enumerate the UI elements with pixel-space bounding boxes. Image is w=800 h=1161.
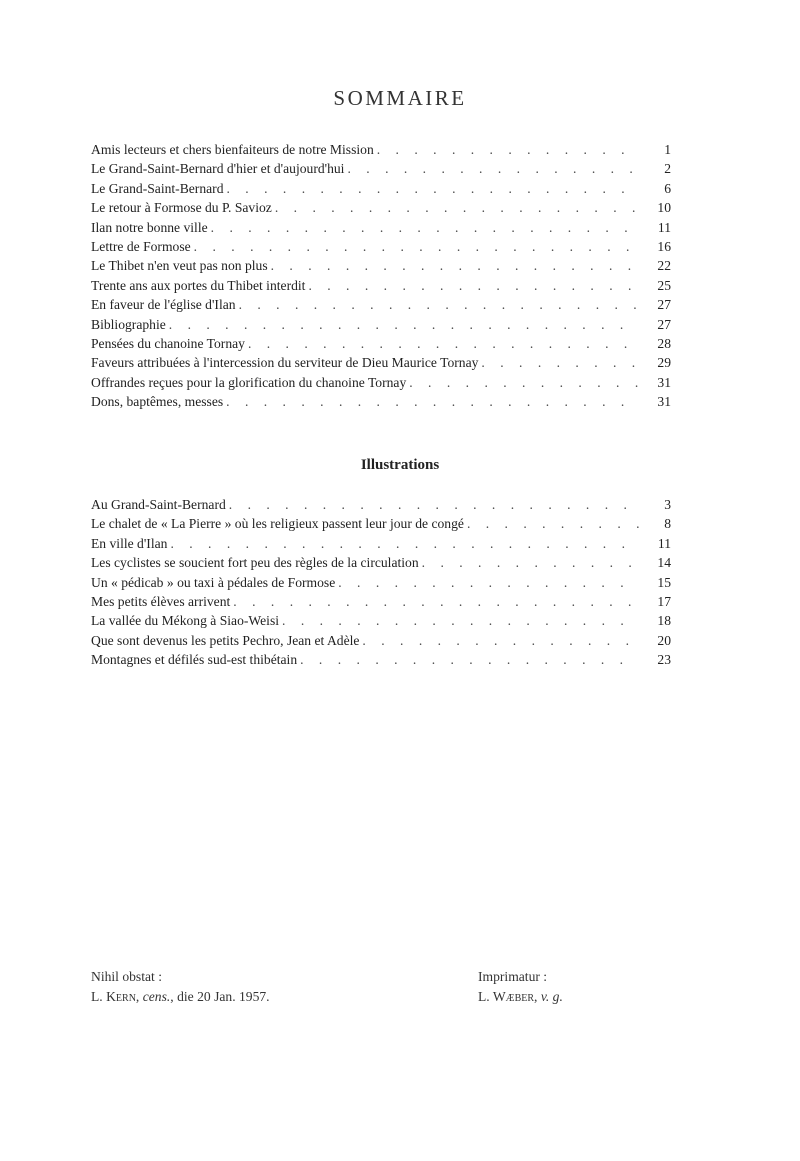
contents-entry-page-number: 6 [664, 180, 671, 196]
contents-entry-label: Trente ans aux portes du Thibet interdit [91, 277, 306, 293]
illustration-entry-page-number: 3 [664, 497, 671, 512]
dot-leader [248, 334, 639, 353]
illustration-entry-page-number: 20 [657, 632, 671, 648]
dot-leader [481, 353, 639, 372]
dot-leader [300, 650, 639, 669]
illustration-entry-label: Mes petits élèves arrivent [91, 593, 231, 609]
dot-leader [362, 631, 639, 650]
contents-entry-page-number: 2 [664, 161, 671, 177]
contents-entry-label: Pensées du chanoine Tornay [91, 335, 245, 351]
contents-list [91, 140, 671, 411]
illustrations-heading: Illustrations [360, 457, 440, 473]
dot-leader [239, 295, 639, 314]
contents-entry-label: Faveurs attribuées à l'intercession du serviteur de Dieu Maurice Tornay [91, 355, 479, 371]
illustration-entry [91, 592, 671, 611]
contents-entry-label: Le Grand-Saint-Bernard d'hier et d'aujourd'hui [91, 161, 345, 177]
contents-entry-label: Lettre de Formose [91, 238, 191, 254]
illustration-entry [91, 631, 671, 650]
contents-entry [91, 237, 671, 256]
contents-entry-page-number: 28 [657, 335, 671, 351]
nihil-obstat-heading: Nihil obstat : [91, 969, 162, 984]
contents-entry-label: En faveur de l'église d'Ilan [91, 297, 236, 313]
illustration-entry-page-number: 17 [657, 593, 671, 609]
contents-entry-page-number: 27 [657, 297, 671, 313]
illustration-entry-page-number: 15 [657, 574, 671, 590]
dot-leader [169, 315, 639, 334]
contents-entry [91, 276, 671, 295]
illustration-entry-label: Montagnes et défilés sud-est thibétain [91, 652, 298, 668]
contents-entry [91, 218, 671, 237]
dot-leader [338, 573, 639, 592]
contents-entry [91, 353, 671, 372]
vicar-name: L. Wæber [478, 989, 535, 1004]
contents-entry-page-number: 29 [657, 355, 671, 371]
imprimatur-heading: Imprimatur : [478, 969, 548, 984]
censor-role: cens. [142, 989, 171, 1004]
vicar-role: v. g. [540, 989, 563, 1004]
censor-name: L. Kern [91, 989, 136, 1004]
dot-leader [409, 373, 639, 392]
contents-entry-page-number: 25 [657, 277, 671, 293]
contents-entry-label: Le Thibet n'en veut pas non plus [91, 258, 268, 274]
illustration-entry [91, 553, 671, 572]
contents-entry [91, 159, 671, 178]
dot-leader [308, 276, 639, 295]
dot-leader [229, 495, 639, 514]
contents-entry [91, 140, 671, 159]
illustration-entry-label: Un « pédicab » ou taxi à pédales de Formose [91, 574, 336, 590]
illustration-entry-page-number: 8 [664, 516, 671, 532]
illustration-entry [91, 611, 671, 630]
dot-leader [422, 553, 639, 572]
contents-entry-label: Dons, baptêmes, messes [91, 394, 224, 410]
illustration-entry-page-number: 18 [657, 613, 671, 629]
contents-entry-page-number: 1 [664, 142, 671, 157]
contents-entry-page-number: 10 [657, 200, 671, 216]
contents-entry-label: Amis lecteurs et chers bienfaiteurs de notre Mission [91, 142, 374, 157]
contents-entry-page-number: 31 [657, 394, 671, 410]
contents-entry-label: Offrandes reçues pour la glorification du chanoine Tornay [91, 374, 407, 390]
contents-entry [91, 295, 671, 314]
contents-entry-page-number: 16 [657, 238, 671, 254]
illustration-entry [91, 514, 671, 533]
dot-leader [211, 218, 639, 237]
dot-leader [275, 198, 639, 217]
contents-entry-page-number: 27 [657, 316, 671, 332]
illustrations-list [91, 495, 671, 670]
illustration-entry-label: Au Grand-Saint-Bernard [91, 497, 226, 512]
illustration-entry-page-number: 14 [657, 555, 671, 571]
illustration-entry [91, 495, 671, 514]
dot-leader [377, 140, 639, 159]
dot-leader [347, 159, 639, 178]
imprimatur-signature: L. Wæber, v. g. [478, 989, 563, 1004]
contents-entry-page-number: 22 [657, 258, 671, 274]
contents-entry-label: Le Grand-Saint-Bernard [91, 180, 224, 196]
contents-entry-page-number: 11 [657, 219, 671, 235]
contents-entry [91, 334, 671, 353]
imprimatur-block [478, 967, 563, 1007]
illustration-entry [91, 534, 671, 553]
contents-entry-label: Ilan notre bonne ville [91, 219, 208, 235]
dot-leader [194, 237, 639, 256]
illustration-entry-label: La vallée du Mékong à Siao-Weisi [91, 613, 280, 629]
dot-leader [227, 179, 640, 198]
dot-leader [282, 611, 639, 630]
dot-leader [467, 514, 639, 533]
dot-leader [271, 256, 639, 275]
illustration-entry-page-number: 11 [657, 535, 671, 551]
illustration-entry [91, 650, 671, 669]
dot-leader [170, 534, 639, 553]
contents-entry-page-number: 31 [657, 374, 671, 390]
contents-entry [91, 179, 671, 198]
contents-entry [91, 256, 671, 275]
illustration-entry-label: Que sont devenus les petits Pechro, Jean et Adèle [91, 632, 360, 648]
censor-date: , die 20 Jan. 1957. [170, 989, 270, 1004]
illustration-entry-label: Les cyclistes se soucient fort peu des règles de la circulation [91, 555, 419, 571]
illustration-entry-page-number: 23 [657, 652, 671, 668]
contents-entry [91, 373, 671, 392]
page-title: SOMMAIRE [333, 86, 467, 110]
contents-entry-label: Bibliographie [91, 316, 166, 332]
contents-entry-label: Le retour à Formose du P. Savioz [91, 200, 272, 216]
illustration-entry-label: Le chalet de « La Pierre » où les religieux passent leur jour de congé [91, 516, 464, 532]
nihil-obstat-signature: L. Kern, cens., die 20 Jan. 1957. [91, 989, 270, 1004]
illustration-entry [91, 573, 671, 592]
dot-leader [233, 592, 639, 611]
nihil-obstat-block [91, 967, 270, 1007]
dot-leader [226, 392, 639, 411]
illustration-entry-label: En ville d'Ilan [91, 535, 168, 551]
contents-entry [91, 392, 671, 411]
contents-entry [91, 315, 671, 334]
contents-entry [91, 198, 671, 217]
